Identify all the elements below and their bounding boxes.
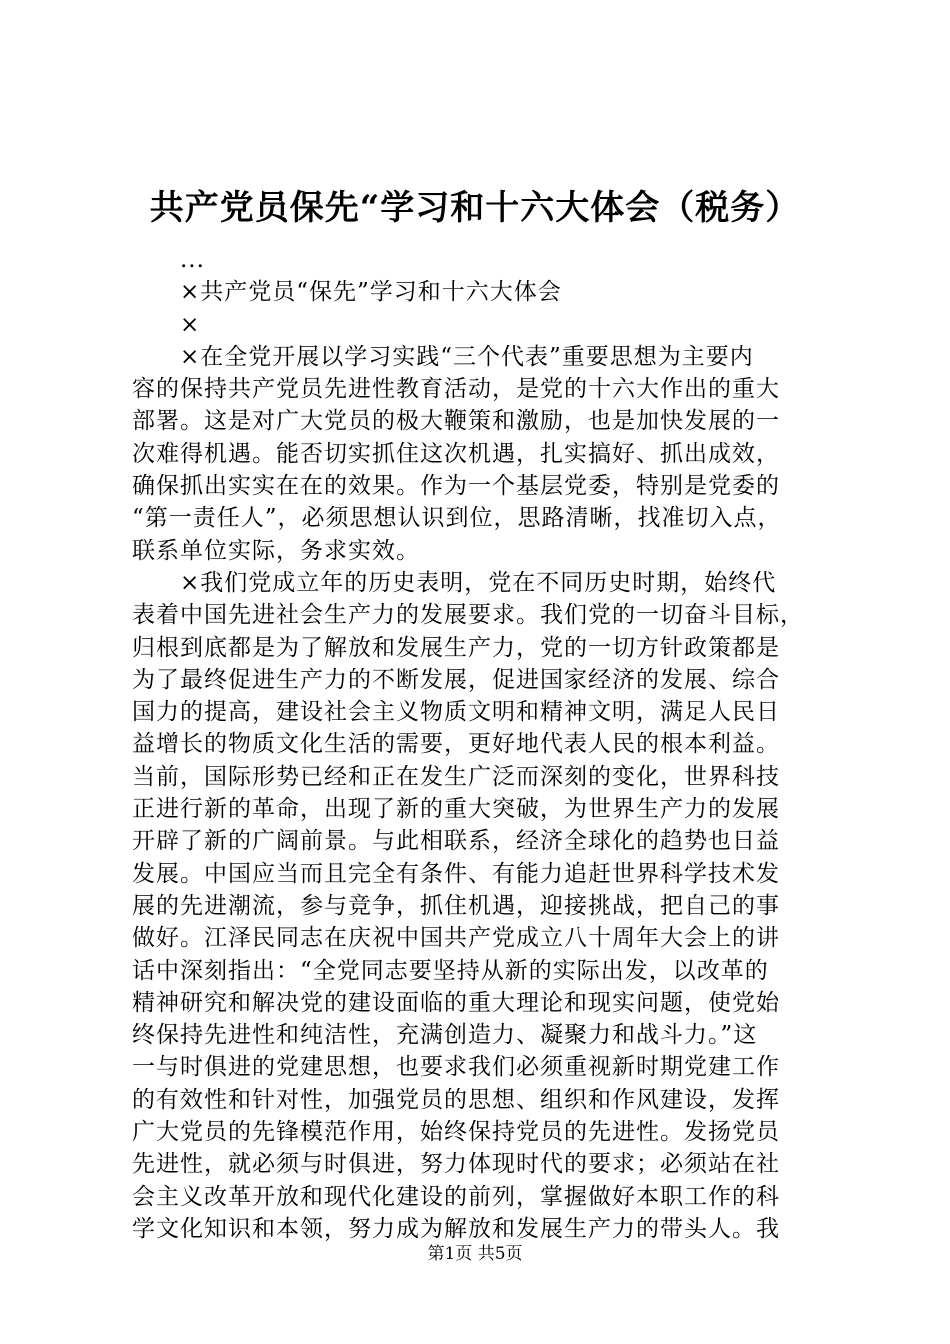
page-footer: 第1页 共5页 [427, 1244, 523, 1264]
body-line: 容的保持共产党员先进性教育活动，是党的十六大作出的重大 [132, 376, 780, 403]
body-line: 当前，国际形势已经和正在发生广泛而深刻的变化，世界科技 [132, 763, 780, 790]
body-line: 终保持先进性和纯洁性，充满创造力、凝聚力和战斗力。”这 [132, 1022, 758, 1049]
body-line: 联系单位实际，务求实效。 [132, 537, 420, 564]
document-body [132, 244, 832, 1245]
body-line: ×我们党成立年的历史表明，党在不同历史时期，始终代 [180, 569, 777, 596]
body-line: 展的先进潮流，参与竞争，抓住机遇，迎接挑战，把自己的事 [132, 892, 780, 919]
body-line: 一与时俱进的党建思想，也要求我们必须重视新时期党建工作 [132, 1054, 780, 1081]
body-line: 益增长的物质文化生活的需要，更好地代表人民的根本利益。 [132, 731, 780, 758]
body-line: 确保抓出实实在在的效果。作为一个基层党委，特别是党委的 [132, 473, 780, 500]
body-line: ×共产党员“保先”学习和十六大体会 [180, 279, 562, 306]
body-line: 话中深刻指出：“全党同志要坚持从新的实际出发，以改革的 [132, 957, 769, 984]
document-title: 共产党员保先“学习和十六大体会（税务） [149, 188, 801, 228]
body-line: 学文化知识和本领，努力成为解放和发展生产力的带头人。我 [132, 1215, 780, 1242]
body-line: 先进性，就必须与时俱进，努力体现时代的要求；必须站在社 [132, 1151, 780, 1178]
body-line: 部署。这是对广大党员的极大鞭策和激励，也是加快发展的一 [132, 408, 780, 435]
body-line: ×在全党开展以学习实践“三个代表”重要思想为主要内 [180, 343, 754, 370]
body-line: “第一责任人”，必须思想认识到位，思路清晰，找准切入点， [132, 505, 782, 532]
body-line: 的有效性和针对性，加强党员的思想、组织和作风建设，发挥 [132, 1086, 780, 1113]
body-line: 广大党员的先锋模范作用，始终保持党员的先进性。发扬党员 [132, 1119, 780, 1146]
body-line: 国力的提高，建设社会主义物质文明和精神文明，满足人民日 [132, 699, 780, 726]
body-line: 会主义改革开放和现代化建设的前列，掌握做好本职工作的科 [132, 1183, 780, 1210]
body-line: 表着中国先进社会生产力的发展要求。我们党的一切奋斗目标， [132, 602, 804, 629]
body-line: 归根到底都是为了解放和发展生产力，党的一切方针政策都是 [132, 634, 780, 661]
body-line: 为了最终促进生产力的不断发展，促进国家经济的发展、综合 [132, 666, 780, 693]
body-line: 做好。江泽民同志在庆祝中国共产党成立八十周年大会上的讲 [132, 925, 780, 952]
body-line: × [180, 311, 201, 338]
body-line: 次难得机遇。能否切实抓住这次机遇，扎实搞好、抓出成效， [132, 440, 780, 467]
body-line: 正进行新的革命，出现了新的重大突破，为世界生产力的发展 [132, 796, 780, 823]
body-line: ... [180, 247, 205, 273]
body-line: 开辟了新的广阔前景。与此相联系，经济全球化的趋势也日益 [132, 828, 780, 855]
body-line: 发展。中国应当而且完全有条件、有能力追赶世界科学技术发 [132, 860, 780, 887]
body-line: 精神研究和解决党的建设面临的重大理论和现实问题，使党始 [132, 989, 780, 1016]
